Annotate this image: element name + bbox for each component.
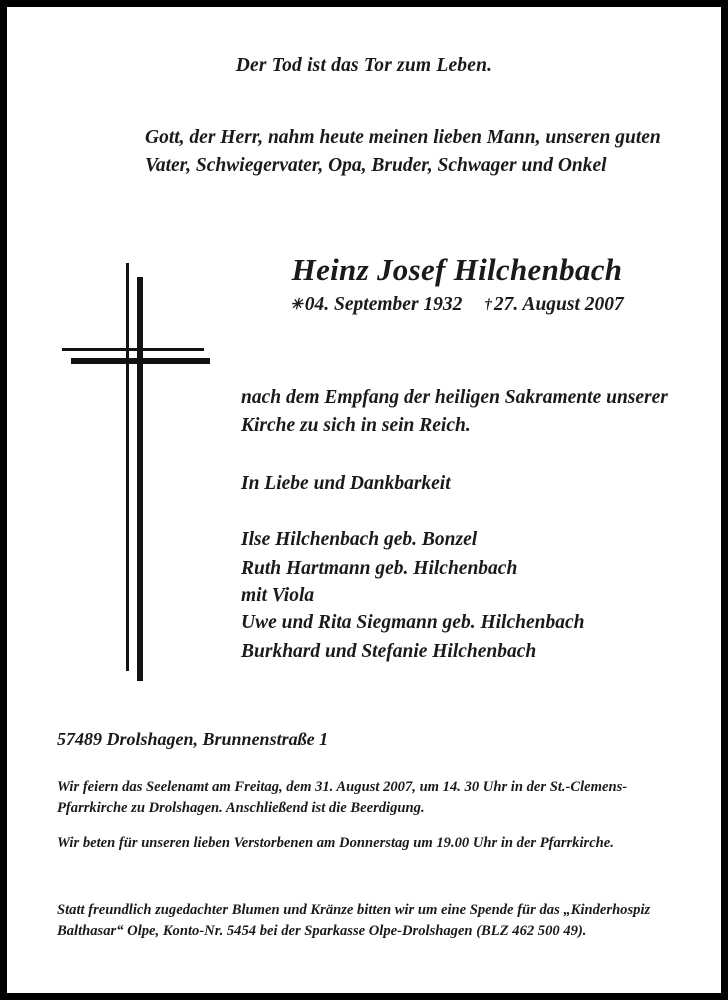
survivor-name: Ruth Hartmann geb. Hilchenbach — [241, 558, 518, 579]
gratitude-text: In Liebe und Dankbarkeit — [241, 473, 451, 494]
donation-note: Statt freundlich zugedachter Blumen und Kränze bitten wir um eine Spende für das „Kinderhospiz Balthasar“ Olpe, Konto-Nr. 5454 bei der Sparkasse Olpe-Drolshagen (BLZ 462 500 49). — [57, 902, 651, 939]
cross-horizontal-thin — [62, 348, 204, 351]
survivor-name: Ilse Hilchenbach geb. Bonzel — [241, 529, 478, 550]
cross-vertical-thick — [137, 277, 143, 681]
death-symbol-icon: † — [484, 297, 492, 313]
intro-paragraph: Gott, der Herr, nahm heute meinen lieben Mann, unseren guten Vater, Schwiegervater, Opa, Bruder, Schwager und Onkel — [145, 127, 661, 176]
survivor-name: Uwe und Rita Siegmann geb. Hilchenbach — [241, 612, 585, 633]
sacrament-paragraph: nach dem Empfang der heiligen Sakramente unserer Kirche zu sich in sein Reich. — [241, 387, 668, 436]
requiem-note: Wir feiern das Seelenamt am Freitag, dem 31. August 2007, um 14. 30 Uhr in der St.-Clemens-Pfarrkirche zu Drolshagen. Anschließend ist die Beerdigung. — [57, 779, 628, 816]
deceased-dates — [222, 294, 692, 316]
motto-text: Der Tod ist das Tor zum Leben. — [235, 55, 493, 76]
address-text: 57489 Drolshagen, Brunnenstraße 1 — [57, 729, 329, 749]
notice-inner — [7, 7, 721, 993]
survivor-name: Burkhard und Stefanie Hilchenbach — [241, 641, 537, 662]
cross-icon-svg — [52, 252, 222, 692]
death-date: 27. August 2007 — [493, 294, 624, 315]
rosary-note: Wir beten für unseren lieben Verstorbenen am Donnerstag um 19.00 Uhr in der Pfarrkirche. — [57, 835, 614, 851]
survivor-name: mit Viola — [241, 585, 315, 606]
cross-horizontal-thick — [71, 358, 210, 364]
cross-icon — [52, 252, 222, 692]
deceased-name: Heinz Josef Hilchenbach — [291, 252, 623, 287]
birth-date: 04. September 1932 — [304, 294, 463, 315]
survivors-list — [241, 525, 701, 666]
cross-vertical-thin — [126, 263, 129, 671]
deceased-block — [222, 252, 692, 316]
birth-symbol-icon: ✳ — [290, 297, 303, 313]
